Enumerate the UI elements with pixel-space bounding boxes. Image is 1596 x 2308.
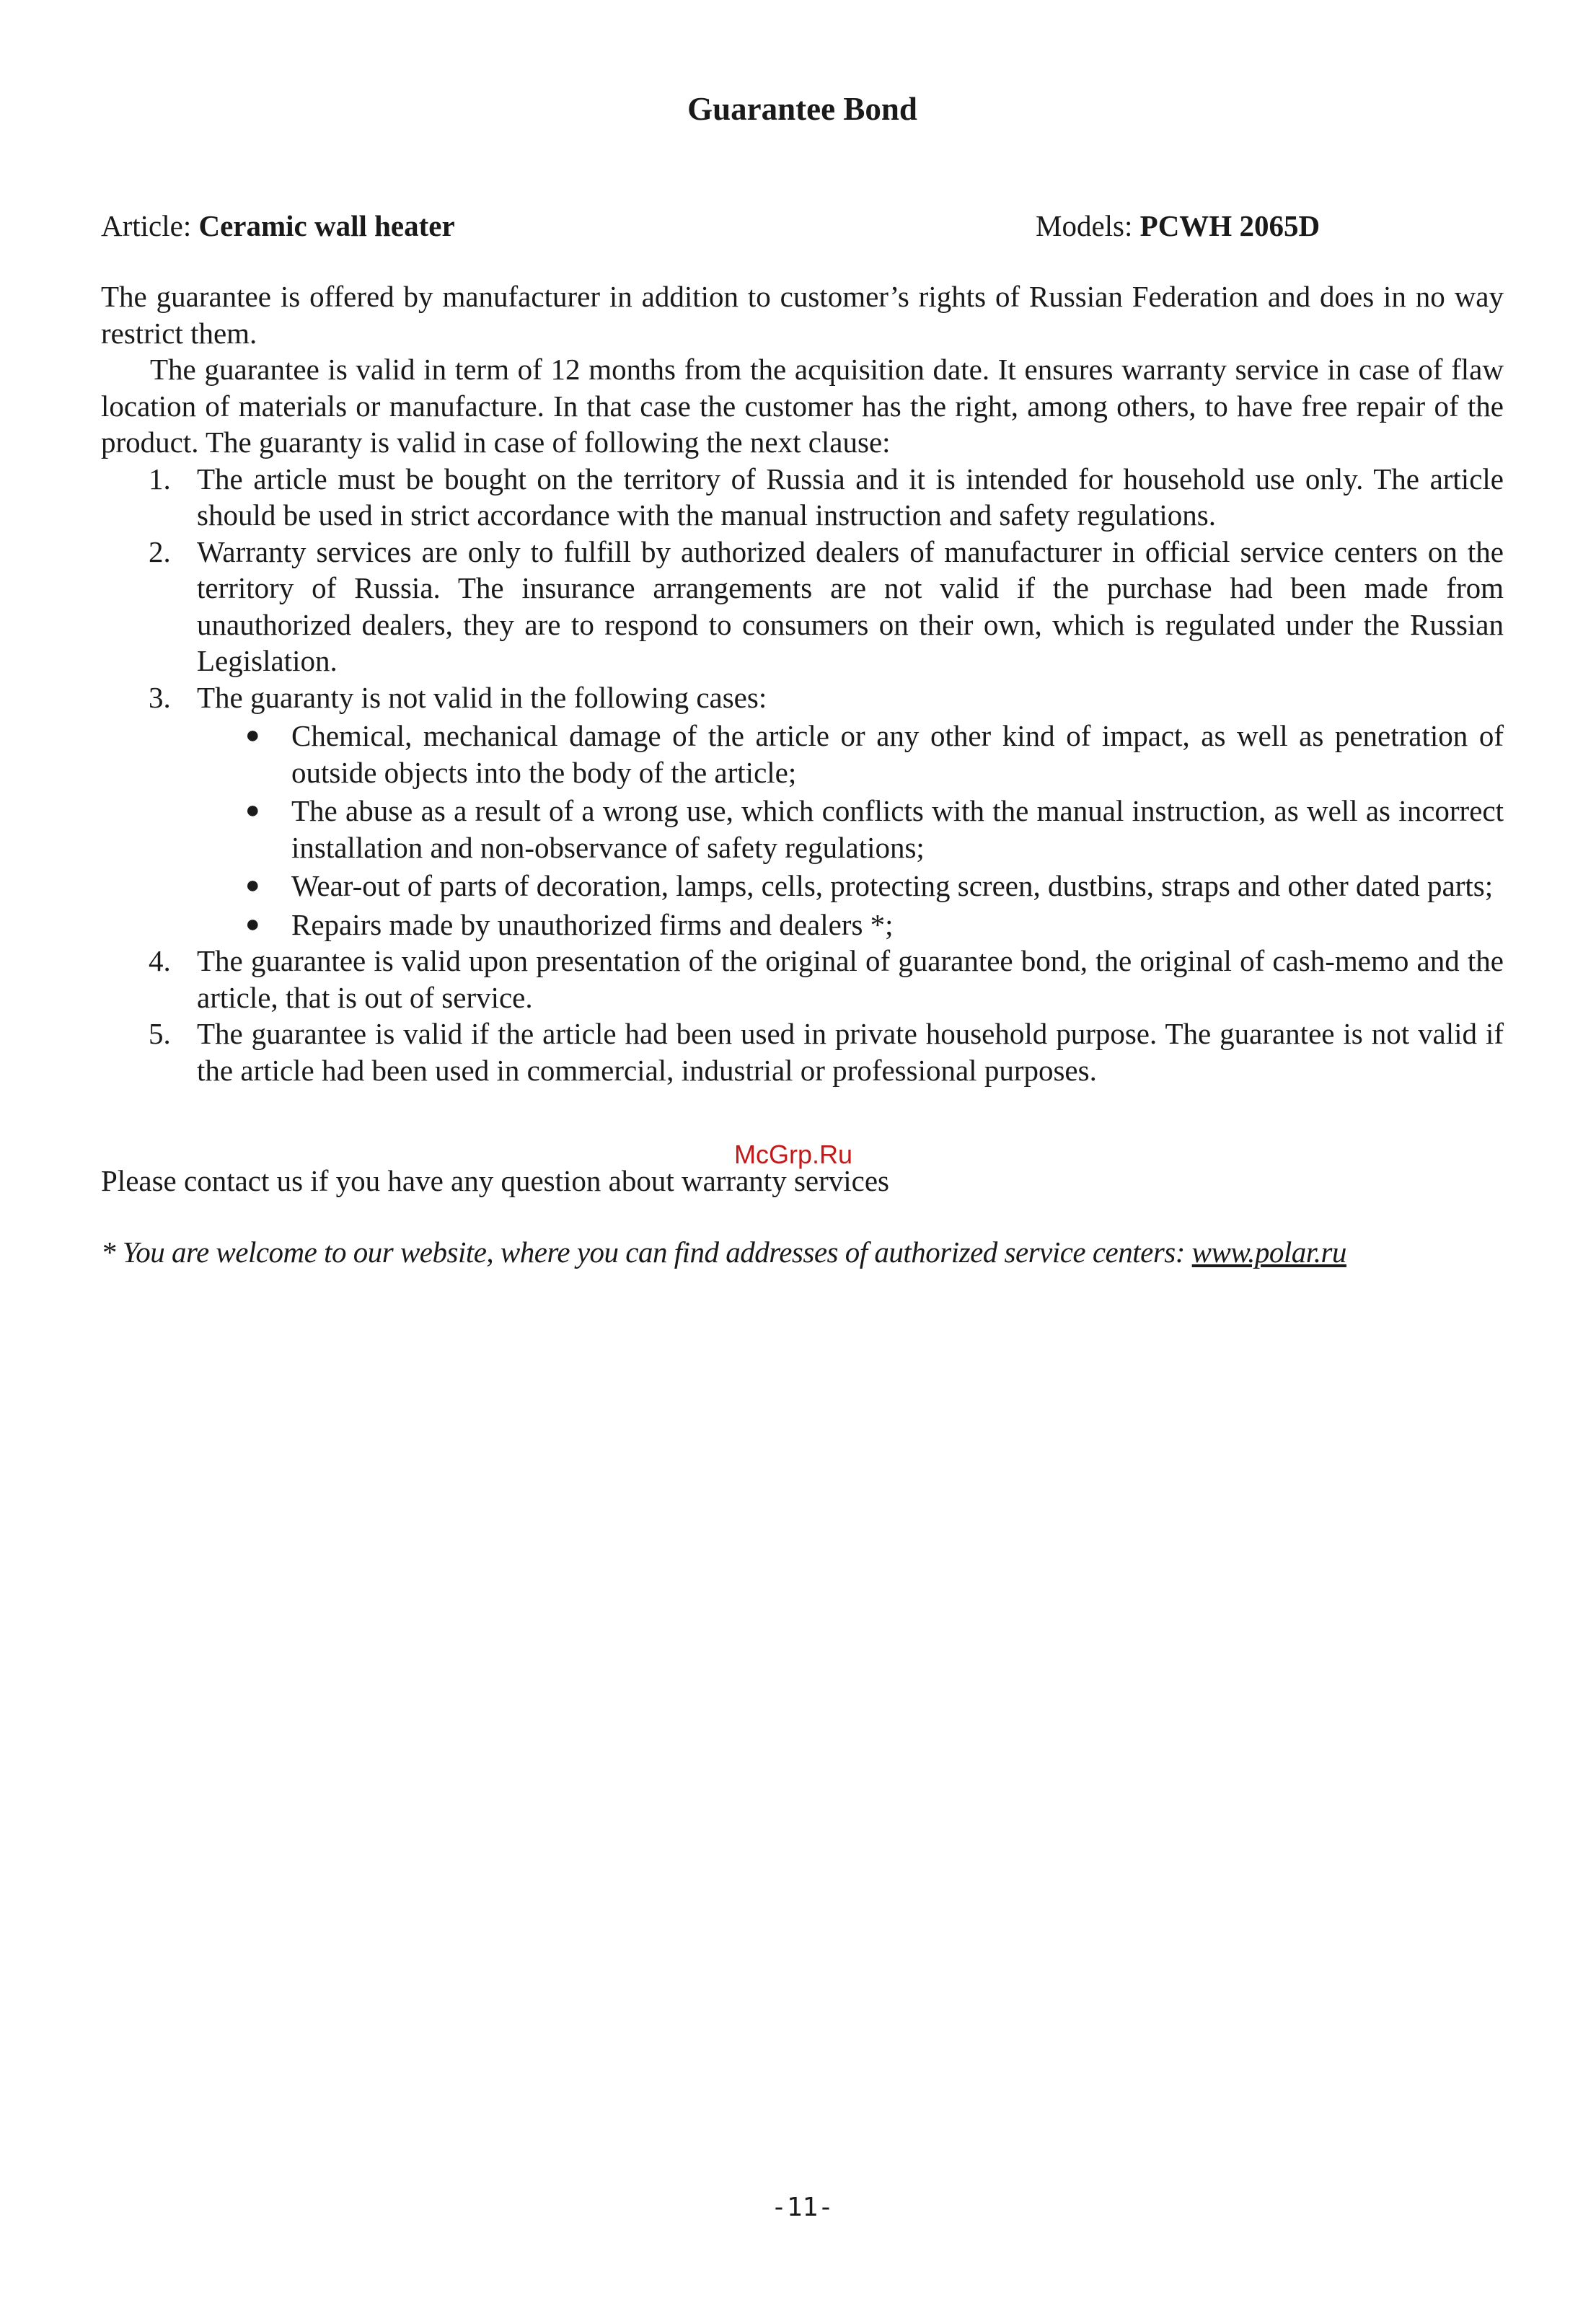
- clause-number: 2.: [149, 534, 171, 568]
- website-note: [101, 1235, 1346, 1269]
- exclusion-case-item: [101, 793, 1504, 865]
- guarantee-body: [101, 278, 1504, 1088]
- bullet-icon: ●: [245, 872, 260, 899]
- clause-list: [101, 461, 1504, 1089]
- exclusion-case-item: [101, 718, 1504, 790]
- website-link[interactable]: www.polar.ru: [1191, 1236, 1346, 1269]
- bullet-icon: ●: [245, 910, 260, 938]
- contact-line: Please contact us if you have any question about warranty services: [101, 1164, 889, 1197]
- article-info: [101, 204, 455, 247]
- exclusion-case-item: [101, 868, 1504, 904]
- clause-text: The guarantee is valid upon presentation of the original of guarantee bond, the original of cash-memo and the article, that is out of service.: [197, 944, 1504, 1014]
- exclusion-case-text: The abuse as a result of a wrong use, which conflicts with the manual instruction, as well as incorrect installation and non-observance of safety regulations;: [291, 794, 1504, 864]
- bullet-icon: ●: [245, 797, 260, 824]
- exclusion-case-text: Chemical, mechanical damage of the article or any other kind of impact, as well as penetration of outside objects into the body of the article;: [291, 719, 1504, 789]
- clause-text: Warranty services are only to fulfill by authorized dealers of manufacturer in official service centers on the territory of Russia. The insurance arrangements are not valid if the purchase had been made from unauthorized dealers, they are to respond to consumers on their own, which is regulated under the Russian Legislation.: [197, 534, 1504, 677]
- models-label: Models:: [1036, 209, 1140, 242]
- exclusion-case-text: Wear-out of parts of decoration, lamps, cells, protecting screen, dustbins, straps and other dated parts;: [291, 869, 1494, 902]
- clause-item: [101, 461, 1504, 534]
- validity-paragraph: The guarantee is valid in term of 12 months from the acquisition date. It ensures warranty service in case of flaw location of materials or manufacture. In that case the customer has the right, among others, to have free repair of the product. The guaranty is valid in case of following the next clause:: [101, 353, 1504, 459]
- document-page: [101, 0, 1504, 2308]
- clause-text: The guarantee is valid if the article had been used in private household purpose. The guarantee is not valid if the article had been used in commercial, industrial or professional purposes.: [197, 1017, 1504, 1087]
- exclusion-case-item: [101, 907, 1504, 943]
- clause-item: [101, 943, 1504, 1016]
- clause-item: [101, 534, 1504, 679]
- models-info: [1036, 204, 1320, 247]
- watermark-text: McGrp.Ru: [734, 1140, 853, 1169]
- clause-number: 1.: [149, 462, 171, 495]
- article-label: Article:: [101, 209, 199, 242]
- article-value: Ceramic wall heater: [198, 209, 455, 242]
- clause-item: [101, 679, 1504, 943]
- intro-paragraph: The guarantee is offered by manufacturer in addition to customer’s rights of Russian Federation and does in no way restrict them.: [101, 280, 1504, 350]
- clause-number: 3.: [149, 680, 171, 714]
- clause-text: The article must be bought on the territory of Russia and it is intended for household use only. The article should be used in strict accordance with the manual instruction and safety regulations.: [197, 462, 1504, 532]
- document-title: Guarantee Bond: [687, 91, 917, 127]
- page-number: -11-: [771, 2193, 834, 2222]
- exclusion-case-text: Repairs made by unauthorized firms and dealers *;: [291, 907, 894, 941]
- website-note-text: * You are welcome to our website, where you can find addresses of authorized service centers:: [101, 1236, 1192, 1269]
- clause-item: [101, 1016, 1504, 1088]
- exclusion-case-list: [197, 718, 1504, 943]
- clause-number: 5.: [149, 1017, 171, 1050]
- bullet-icon: ●: [245, 722, 260, 749]
- models-value: PCWH 2065D: [1139, 209, 1321, 242]
- clause-number: 4.: [149, 944, 171, 977]
- clause-text: The guaranty is not valid in the following cases:: [197, 680, 767, 714]
